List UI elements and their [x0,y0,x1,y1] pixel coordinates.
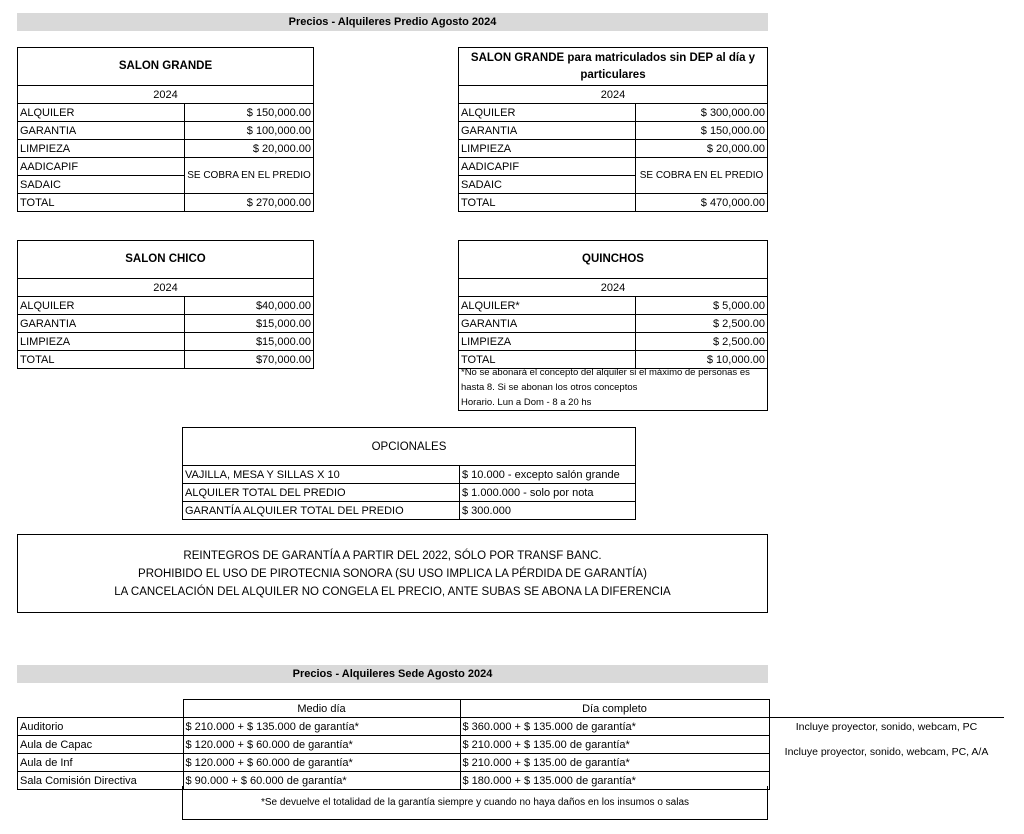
predio-header: Precios - Alquileres Predio Agosto 2024 [17,13,768,31]
table-row: TOTAL $ 270,000.00 [18,194,314,212]
table-row: LIMPIEZA $ 2,500.00 [459,333,768,351]
table-row: ALQUILER $ 150,000.00 [18,104,314,122]
sede-header: Precios - Alquileres Sede Agosto 2024 [17,665,768,683]
table-row: VAJILLA, MESA Y SILLAS X 10 $ 10.000 - excepto salón grande [183,466,636,484]
salon-grande-matric-title: SALON GRANDE para matriculados sin DEP al día y particulares [458,47,768,86]
salon-chico-table: 2024 ALQUILER $40,000.00 GARANTIA $15,000.00 LIMPIEZA $15,000.00 TOTAL $70,000.00 [17,278,314,369]
aviso-box: REINTEGROS DE GARANTÍA A PARTIR DEL 2022, SÓLO POR TRANSF BANC. PROHIBIDO EL USO DE PIROTECNIA SONORA (SU USO IMPLICA LA PÉRDIDA DE GARANTÍA) LA CANCELACIÓN DEL ALQUILER NO CONGELA EL PRECIO, ANTE SUBAS SE ABONA LA DIFERENCIA [17,534,768,613]
table-row: ALQUILER TOTAL DEL PREDIO $ 1.000.000 - solo por nota [183,484,636,502]
table-row: TOTAL $70,000.00 [18,351,314,369]
table-row: ALQUILER $ 300,000.00 [459,104,768,122]
table-row: Auditorio $ 210.000 + $ 135.000 de garantía* $ 360.000 + $ 135.000 de garantía* Incluye proyector, sonido, webcam, PC [18,718,1004,736]
table-row: GARANTIA $15,000.00 [18,315,314,333]
table-row: Aula de Inf $ 120.000 + $ 60.000 de garantía* $ 210.000 + $ 135.00 de garantía* [18,754,1004,772]
table-row: SADAIC [18,176,314,194]
table-row: GARANTIA $ 150,000.00 [459,122,768,140]
table-row: LIMPIEZA $ 20,000.00 [459,140,768,158]
table-row: ALQUILER $40,000.00 [18,297,314,315]
table-row: AADICAPIF SE COBRA EN EL PREDIO [459,158,768,176]
quinchos-note: *No se abonará el concepto del alquiler si el máximo de personas es hasta 8. Si se abonan los otros conceptos Horario. Lun a Dom - 8 a 20 hs [458,364,768,411]
table-row: Aula de Capac $ 120.000 + $ 60.000 de garantía* $ 210.000 + $ 135.00 de garantía* Incluye proyector, sonido, webcam, PC, A/A [18,736,1004,754]
table-row: LIMPIEZA $15,000.00 [18,333,314,351]
col-completo: Día completo [460,700,769,718]
quinchos-table: 2024 ALQUILER* $ 5,000.00 GARANTIA $ 2,500.00 LIMPIEZA $ 2,500.00 TOTAL $ 10,000.00 [458,278,768,369]
salon-grande-title: SALON GRANDE [17,47,314,86]
opcionales-table [182,465,636,520]
table-row: ALQUILER* $ 5,000.00 [459,297,768,315]
table-row: TOTAL $ 10,000.00 [459,351,768,369]
salon-grande-table [17,85,314,212]
table-row: GARANTIA $ 2,500.00 [459,315,768,333]
table-row: GARANTIA $ 100,000.00 [18,122,314,140]
year: 2024 [18,86,314,104]
table-row: LIMPIEZA $ 20,000.00 [18,140,314,158]
table-row: GARANTÍA ALQUILER TOTAL DEL PREDIO $ 300.000 [183,502,636,520]
table-row: AADICAPIF SE COBRA EN EL PREDIO [18,158,314,176]
table-row: SADAIC [459,176,768,194]
quinchos-title: QUINCHOS [458,240,768,279]
salon-grande-matric-table: 2024 ALQUILER $ 300,000.00 GARANTIA $ 150,000.00 LIMPIEZA $ 20,000.00 AADICAPIF SE COBRA EN EL PREDIO SADAIC TOTAL $ 470,000.00 [458,85,768,212]
col-medio: Medio día [183,700,460,718]
opcionales-title: OPCIONALES [182,427,636,466]
table-row: TOTAL $ 470,000.00 [459,194,768,212]
sede-footnote: *Se devuelve el totalidad de la garantía siempre y cuando no haya daños en los insumos o salas [182,786,768,820]
table-row: Sala Comisión Directiva $ 90.000 + $ 60.000 de garantía* $ 180.000 + $ 135.000 de garantía* [18,772,1004,790]
salon-chico-title: SALON CHICO [17,240,314,279]
sede-table [17,699,1004,790]
